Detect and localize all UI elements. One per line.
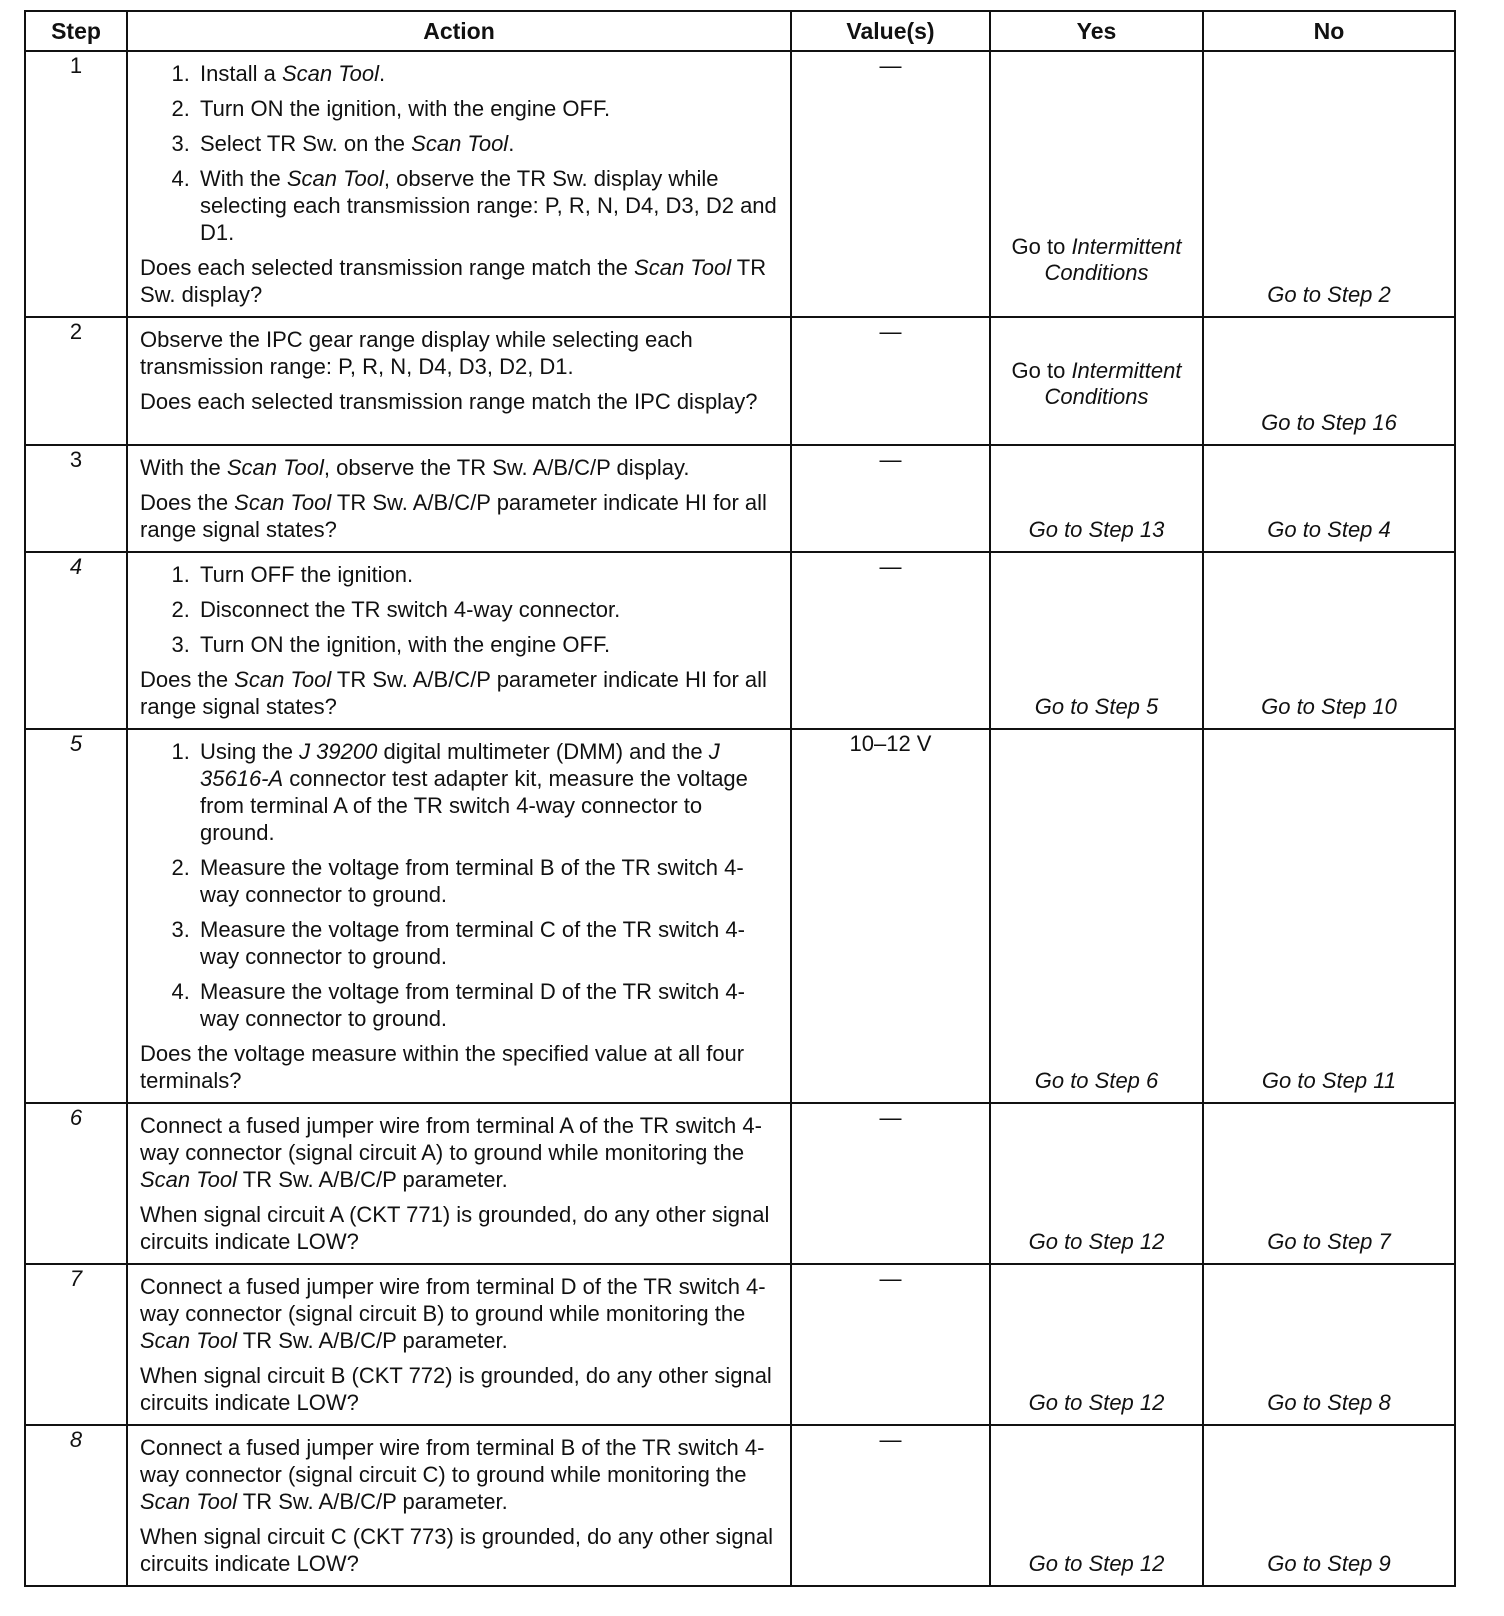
italic-term: Scan Tool bbox=[140, 1489, 238, 1514]
table-row bbox=[25, 552, 1455, 729]
yes-result bbox=[991, 234, 1202, 286]
step-number bbox=[25, 1103, 127, 1264]
no-cell bbox=[1203, 1103, 1455, 1264]
text-segment: Observe the IPC gear range display while selecting each transmission range: P, R, N, D4, D3, D2, D1. bbox=[140, 327, 693, 379]
header-action: Action bbox=[127, 11, 791, 51]
step-label: 3 bbox=[69, 447, 83, 472]
action-question bbox=[140, 1362, 778, 1416]
text-segment: Does the bbox=[140, 667, 235, 692]
step-number bbox=[25, 729, 127, 1103]
text-segment: When signal circuit C (CKT 773) is grounded, do any other signal circuits indicate LOW? bbox=[140, 1524, 774, 1576]
text-segment: TR Sw. A/B/C/P parameter. bbox=[237, 1489, 508, 1514]
text-segment: Disconnect the TR switch 4-way connector. bbox=[200, 597, 621, 622]
value-cell: — bbox=[791, 445, 990, 552]
step-label: 1 bbox=[69, 53, 83, 78]
no-cell bbox=[1203, 1425, 1455, 1586]
text-segment: , observe the TR Sw. A/B/C/P display. bbox=[323, 455, 690, 480]
text-segment: Turn ON the ignition, with the engine OFF. bbox=[200, 96, 611, 121]
action-item bbox=[196, 978, 778, 1032]
no-cell bbox=[1203, 552, 1455, 729]
text-segment: Select TR Sw. on the bbox=[200, 131, 412, 156]
action-item bbox=[196, 561, 778, 588]
text-segment: Turn OFF the ignition. bbox=[200, 562, 414, 587]
yes-prefix: Go to bbox=[1011, 234, 1072, 259]
text-segment: Turn ON the ignition, with the engine OFF. bbox=[200, 632, 611, 657]
step-label: 8 bbox=[69, 1427, 83, 1452]
table-row bbox=[25, 1425, 1455, 1586]
yes-result: Go to Step 13 bbox=[1028, 517, 1165, 542]
step-label: 6 bbox=[69, 1105, 83, 1130]
italic-term: Scan Tool bbox=[634, 255, 732, 280]
no-result: Go to Step 8 bbox=[1267, 1390, 1391, 1415]
text-segment: Connect a fused jumper wire from terminal D of the TR switch 4-way connector (signal circuit B) to ground while monitoring the bbox=[140, 1274, 766, 1326]
action-question bbox=[140, 666, 778, 720]
action-instruction bbox=[140, 326, 778, 380]
step-number bbox=[25, 317, 127, 445]
yes-result: Go to Step 5 bbox=[1034, 694, 1159, 719]
text-segment: Measure the voltage from terminal C of the TR switch 4-way connector to ground. bbox=[200, 917, 745, 969]
text-segment: Measure the voltage from terminal B of the TR switch 4-way connector to ground. bbox=[200, 855, 744, 907]
value-cell: — bbox=[791, 1103, 990, 1264]
yes-prefix: Go to bbox=[1011, 358, 1072, 383]
action-item bbox=[196, 165, 778, 246]
yes-result bbox=[991, 358, 1202, 410]
diagnostic-table bbox=[24, 10, 1456, 1587]
action-question bbox=[140, 489, 778, 543]
no-cell bbox=[1203, 51, 1455, 317]
value-cell: — bbox=[791, 1425, 990, 1586]
action-question bbox=[140, 254, 778, 308]
action-list bbox=[140, 561, 778, 658]
no-result: Go to Step 10 bbox=[1261, 694, 1397, 719]
step-number bbox=[25, 552, 127, 729]
text-segment: TR Sw. A/B/C/P parameter indicate HI for all range signal states? bbox=[140, 667, 767, 719]
text-segment: Does the voltage measure within the specified value at all four terminals? bbox=[140, 1041, 745, 1093]
action-item bbox=[196, 631, 778, 658]
table-row bbox=[25, 317, 1455, 445]
no-result: Go to Step 9 bbox=[1267, 1551, 1391, 1576]
step-label: 7 bbox=[69, 1266, 83, 1291]
action-cell bbox=[127, 317, 791, 445]
action-item bbox=[196, 95, 778, 122]
no-result: Go to Step 7 bbox=[1267, 1229, 1391, 1254]
yes-cell bbox=[990, 317, 1203, 445]
text-segment: TR Sw. A/B/C/P parameter. bbox=[237, 1328, 508, 1353]
text-segment: digital multimeter (DMM) and the bbox=[377, 739, 709, 764]
action-cell bbox=[127, 729, 791, 1103]
yes-cell bbox=[990, 1103, 1203, 1264]
header-yes: Yes bbox=[990, 11, 1203, 51]
table-row bbox=[25, 51, 1455, 317]
text-segment: Using the bbox=[200, 739, 300, 764]
text-segment: TR Sw. A/B/C/P parameter. bbox=[237, 1167, 508, 1192]
value-cell: 10–12 V bbox=[791, 729, 990, 1103]
text-segment: TR Sw. A/B/C/P parameter indicate HI for all range signal states? bbox=[140, 490, 767, 542]
action-item bbox=[196, 916, 778, 970]
yes-result: Go to Step 12 bbox=[1028, 1551, 1165, 1576]
step-number bbox=[25, 445, 127, 552]
yes-cell bbox=[990, 552, 1203, 729]
action-item bbox=[196, 596, 778, 623]
yes-result: Go to Step 12 bbox=[1028, 1229, 1165, 1254]
action-item bbox=[196, 738, 778, 846]
action-item bbox=[196, 854, 778, 908]
no-cell bbox=[1203, 1264, 1455, 1425]
yes-cell bbox=[990, 1425, 1203, 1586]
no-cell bbox=[1203, 317, 1455, 445]
yes-cell bbox=[990, 729, 1203, 1103]
action-question bbox=[140, 1523, 778, 1577]
text-segment: With the bbox=[140, 455, 227, 480]
italic-term: Scan Tool bbox=[234, 667, 332, 692]
action-question bbox=[140, 1040, 778, 1094]
text-segment: Measure the voltage from terminal D of the TR switch 4-way connector to ground. bbox=[200, 979, 745, 1031]
action-cell bbox=[127, 1264, 791, 1425]
header-values: Value(s) bbox=[791, 11, 990, 51]
step-label: 2 bbox=[69, 319, 83, 344]
step-label: 4 bbox=[69, 554, 83, 579]
header-no: No bbox=[1203, 11, 1455, 51]
action-cell bbox=[127, 1425, 791, 1586]
italic-term: Scan Tool bbox=[411, 131, 509, 156]
text-segment: connector test adapter kit, measure the voltage from terminal A of the TR switch 4-way connector to ground. bbox=[200, 766, 748, 845]
yes-target: Intermittent Conditions bbox=[1044, 234, 1182, 285]
text-segment: With the bbox=[200, 166, 287, 191]
text-segment: Connect a fused jumper wire from terminal A of the TR switch 4-way connector (signal circuit A) to ground while monitoring the bbox=[140, 1113, 762, 1165]
no-result: Go to Step 2 bbox=[1267, 282, 1391, 307]
yes-target: Intermittent Conditions bbox=[1044, 358, 1182, 409]
header-step: Step bbox=[25, 11, 127, 51]
italic-term: Scan Tool bbox=[281, 61, 379, 86]
text-segment: Does each selected transmission range match the bbox=[140, 255, 635, 280]
no-result: Go to Step 11 bbox=[1261, 1068, 1397, 1093]
italic-term: Scan Tool bbox=[286, 166, 384, 191]
text-segment: Connect a fused jumper wire from terminal B of the TR switch 4-way connector (signal circuit C) to ground while monitoring the bbox=[140, 1435, 765, 1487]
text-segment: Install a bbox=[200, 61, 282, 86]
step-number bbox=[25, 1264, 127, 1425]
yes-cell bbox=[990, 51, 1203, 317]
text-segment: When signal circuit B (CKT 772) is grounded, do any other signal circuits indicate LOW? bbox=[140, 1363, 772, 1415]
action-question bbox=[140, 388, 778, 415]
action-cell bbox=[127, 552, 791, 729]
header-row bbox=[25, 11, 1455, 51]
action-instruction bbox=[140, 1273, 778, 1354]
table-row bbox=[25, 1103, 1455, 1264]
text-segment: TR Sw. display? bbox=[140, 255, 767, 307]
action-item bbox=[196, 60, 778, 87]
no-cell bbox=[1203, 729, 1455, 1103]
action-cell bbox=[127, 51, 791, 317]
no-cell bbox=[1203, 445, 1455, 552]
step-number bbox=[25, 1425, 127, 1586]
value-cell: — bbox=[791, 552, 990, 729]
action-instruction bbox=[140, 454, 778, 481]
action-instruction bbox=[140, 1434, 778, 1515]
action-list bbox=[140, 60, 778, 246]
text-segment: Does each selected transmission range match the IPC display? bbox=[140, 389, 758, 414]
value-cell: — bbox=[791, 1264, 990, 1425]
step-label: 5 bbox=[69, 731, 83, 756]
no-result: Go to Step 4 bbox=[1267, 517, 1391, 542]
text-segment: Does the bbox=[140, 490, 235, 515]
italic-term: J 35616-A bbox=[200, 739, 720, 791]
yes-result: Go to Step 12 bbox=[1028, 1390, 1165, 1415]
yes-cell bbox=[990, 445, 1203, 552]
italic-term: Scan Tool bbox=[140, 1167, 238, 1192]
italic-term: Scan Tool bbox=[234, 490, 332, 515]
step-number bbox=[25, 51, 127, 317]
text-segment: When signal circuit A (CKT 771) is grounded, do any other signal circuits indicate LOW? bbox=[140, 1202, 770, 1254]
yes-cell bbox=[990, 1264, 1203, 1425]
italic-term: Scan Tool bbox=[140, 1328, 238, 1353]
text-segment: , observe the TR Sw. display while selecting each transmission range: P, R, N, D4, D3, D2 and D1. bbox=[200, 166, 777, 245]
italic-term: J 39200 bbox=[299, 739, 378, 764]
table-row bbox=[25, 445, 1455, 552]
value-cell: — bbox=[791, 317, 990, 445]
text-segment: . bbox=[508, 131, 515, 156]
action-cell bbox=[127, 445, 791, 552]
value-cell: — bbox=[791, 51, 990, 317]
table-row bbox=[25, 1264, 1455, 1425]
italic-term: Scan Tool bbox=[226, 455, 324, 480]
action-list bbox=[140, 738, 778, 1032]
action-question bbox=[140, 1201, 778, 1255]
yes-result: Go to Step 6 bbox=[1034, 1068, 1159, 1093]
action-item bbox=[196, 130, 778, 157]
text-segment: . bbox=[378, 61, 386, 86]
action-instruction bbox=[140, 1112, 778, 1193]
no-result: Go to Step 16 bbox=[1261, 410, 1397, 435]
action-cell bbox=[127, 1103, 791, 1264]
table-row bbox=[25, 729, 1455, 1103]
